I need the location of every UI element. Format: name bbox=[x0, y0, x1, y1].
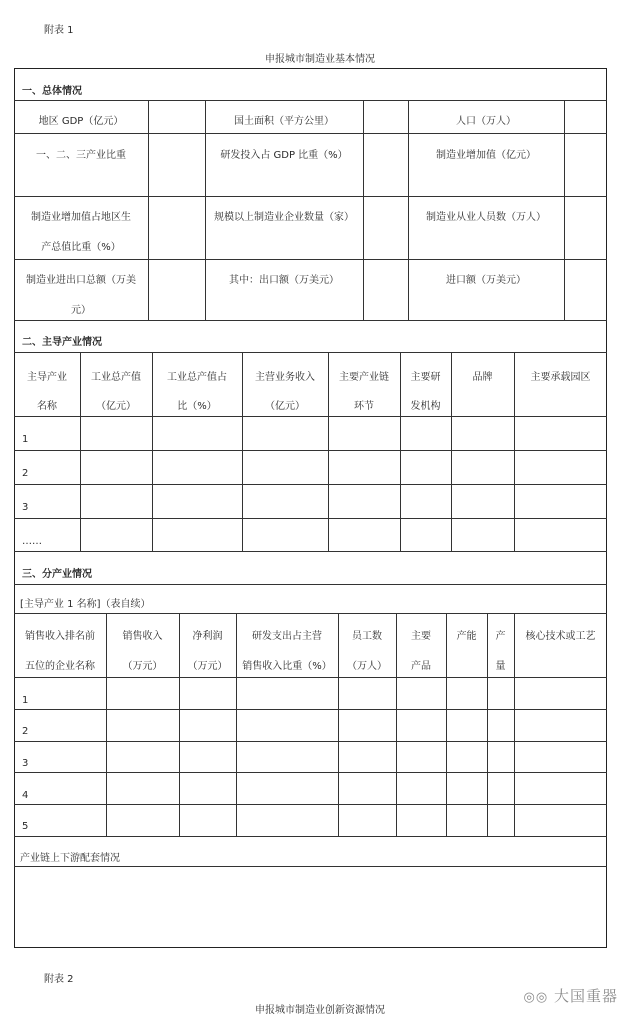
manufacturing-value-added-label: 制造业增加值（亿元） bbox=[436, 150, 536, 161]
page-title: 申报城市制造业基本情况 bbox=[265, 54, 375, 65]
table-row: 2 bbox=[22, 468, 29, 479]
col-capacity: 产能 bbox=[456, 631, 477, 642]
table-row: 3 bbox=[22, 758, 29, 769]
main-table-frame bbox=[14, 68, 607, 948]
appendix2-title: 申报城市制造业创新资源情况 bbox=[255, 1005, 385, 1016]
watermark-text: 大国重器 bbox=[553, 987, 618, 1005]
col-parks: 主要承载园区 bbox=[530, 372, 591, 383]
col-brand: 品牌 bbox=[472, 372, 493, 383]
col-sales-revenue: 销售收入 bbox=[122, 631, 163, 642]
trade-total-label-line2: 元） bbox=[71, 305, 91, 316]
section1-heading: 一、总体情况 bbox=[22, 86, 82, 97]
table-row: 3 bbox=[22, 502, 29, 513]
appendix2-label: 附表 2 bbox=[44, 974, 74, 985]
table-row: 5 bbox=[22, 821, 29, 832]
col-employees: 员工数 bbox=[352, 631, 382, 642]
col-rd-spending-ratio: 研发支出占主营 bbox=[252, 631, 322, 642]
trade-total-label-line1: 制造业进出口总额（万美 bbox=[26, 275, 136, 286]
col-top5-companies: 销售收入排名前 bbox=[25, 631, 95, 642]
table-row: 2 bbox=[22, 726, 29, 737]
table-row: 4 bbox=[22, 790, 29, 801]
supply-chain-label: 产业链上下游配套情况 bbox=[20, 853, 120, 864]
col-chain-segment: 主要产业链 bbox=[339, 372, 389, 383]
import-label: 进口额（万美元） bbox=[446, 275, 526, 286]
gdp-label: 地区 GDP（亿元） bbox=[38, 116, 124, 127]
watermark bbox=[524, 985, 618, 1006]
table-row: 1 bbox=[22, 434, 29, 445]
population-label: 人口（万人） bbox=[456, 116, 516, 127]
col-industry-name: 主导产业 bbox=[27, 372, 67, 383]
employment-label: 制造业从业人员数（万人） bbox=[426, 212, 546, 223]
rd-ratio-label: 研发投入占 GDP 比重（%） bbox=[220, 150, 348, 161]
table-row: 1 bbox=[22, 695, 29, 706]
col-rd-institutions: 主要研 bbox=[410, 372, 441, 383]
appendix-label: 附表 1 bbox=[44, 25, 74, 36]
land-area-label: 国土面积（平方公里） bbox=[234, 116, 334, 127]
mva-share-label-line2: 产总值比重（%） bbox=[41, 242, 121, 253]
col-main-revenue: 主营业务收入 bbox=[255, 372, 315, 383]
enterprise-count-label: 规模以上制造业企业数量（家） bbox=[214, 212, 354, 223]
col-core-technology: 核心技术或工艺 bbox=[525, 631, 596, 642]
industry-ratio-label: 一、二、三产业比重 bbox=[36, 150, 126, 161]
col-output-share: 工业总产值占 bbox=[167, 372, 227, 383]
section3-subheading: [主导产业 1 名称]（表自续） bbox=[20, 599, 151, 610]
wechat-icon: ◎◎ bbox=[523, 990, 549, 1005]
export-label: 其中：出口额（万美元） bbox=[229, 275, 339, 286]
col-main-products: 主要 bbox=[411, 631, 431, 642]
mva-share-label-line1: 制造业增加值占地区生 bbox=[31, 212, 131, 223]
col-net-profit: 净利润 bbox=[192, 631, 223, 642]
table-row: …… bbox=[22, 536, 42, 547]
col-output: 产 bbox=[495, 631, 506, 642]
section2-heading: 二、主导产业情况 bbox=[22, 337, 102, 348]
col-industrial-output: 工业总产值 bbox=[91, 372, 141, 383]
section3-heading: 三、分产业情况 bbox=[22, 569, 92, 580]
